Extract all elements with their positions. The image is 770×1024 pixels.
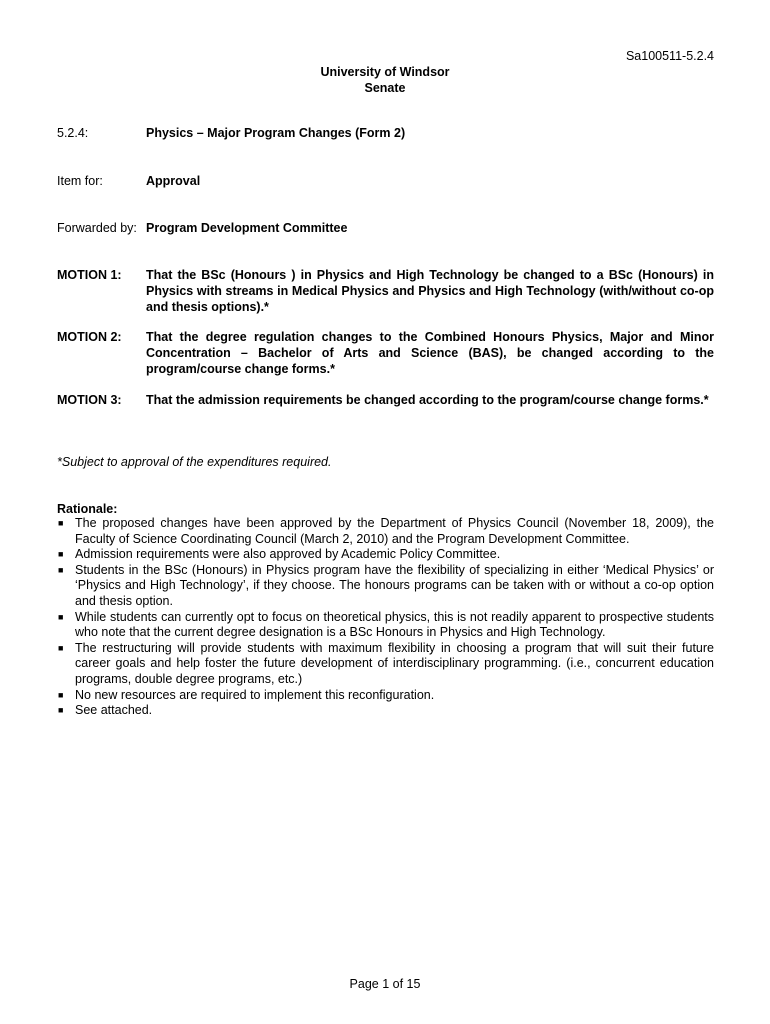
- expenditure-note: *Subject to approval of the expenditures required.: [57, 455, 332, 469]
- list-item: [57, 547, 714, 563]
- rationale-text: The proposed changes have been approved by the Department of Physics Council (November 18, 2009), the Faculty of Science Coordinating Council (March 2, 2010) and the Program Development Committee.: [75, 516, 714, 546]
- list-item: [57, 688, 714, 704]
- document-header: [0, 64, 770, 96]
- square-bullet-icon: ■: [58, 611, 64, 622]
- rationale-heading: Rationale:: [57, 502, 118, 516]
- item-for-label: Item for:: [57, 174, 103, 188]
- document-id: Sa100511-5.2.4: [625, 49, 714, 63]
- rationale-text: Admission requirements were also approved by Academic Policy Committee.: [75, 547, 501, 562]
- motion-label: MOTION 2:: [57, 330, 122, 344]
- motion-text: That the admission requirements be changed according to the program/course change forms.*: [146, 393, 709, 407]
- item-for-value: Approval: [146, 174, 201, 188]
- rationale-text: No new resources are required to implement this reconfiguration.: [75, 687, 435, 702]
- rationale-text: The restructuring will provide students with maximum flexibility in choosing a program that will suit their future career goals and help foster the future development of interdisciplinary programming. (i.e., concurrent education programs, double degree programs, etc.): [75, 640, 714, 686]
- item-title: Physics – Major Program Changes (Form 2): [146, 126, 406, 140]
- motion-2: [57, 329, 714, 377]
- list-item: [57, 610, 714, 641]
- motion-3: [57, 392, 714, 408]
- item-number-row: [57, 125, 714, 141]
- rationale-list: [57, 516, 714, 719]
- forwarded-by-row: [57, 220, 714, 236]
- rationale-text: While students can currently opt to focus on theoretical physics, this is not readily apparent to prospective students who note that the current degree designation is a BSc Honours in Physics and High Technology.: [75, 609, 714, 640]
- motion-text: That the degree regulation changes to the Combined Honours Physics, Major and Minor Concentration – Bachelor of Arts and Science (BAS), be changed according to the program/course change forms.*: [146, 330, 714, 376]
- square-bullet-icon: ■: [58, 689, 64, 700]
- motion-label: MOTION 1:: [57, 268, 122, 282]
- motion-1: [57, 267, 714, 315]
- page-number: Page 1 of 15: [349, 977, 421, 991]
- list-item: [57, 516, 714, 547]
- square-bullet-icon: ■: [58, 518, 64, 528]
- square-bullet-icon: ■: [58, 642, 64, 653]
- motion-text: That the BSc (Honours ) in Physics and High Technology be changed to a BSc (Honours) in Physics with streams in Medical Physics and Physics and High Technology (with/without co-op and thesis options).*: [146, 268, 714, 314]
- motion-label: MOTION 3:: [57, 393, 122, 407]
- rationale-text: Students in the BSc (Honours) in Physics program have the flexibility of specializing in either ‘Medical Physics’ or ‘Physics and High Technology’, if they choose. The honours programs can be taken with or without a co-op option and thesis option.: [75, 562, 714, 608]
- list-item: [57, 703, 714, 719]
- square-bullet-icon: ■: [58, 549, 64, 560]
- item-for-row: [57, 173, 714, 189]
- governing-body: Senate: [364, 81, 406, 95]
- rationale-text: See attached.: [75, 703, 153, 718]
- item-number-label: 5.2.4:: [57, 126, 89, 140]
- institution-name: University of Windsor: [320, 65, 450, 79]
- square-bullet-icon: ■: [58, 705, 64, 716]
- forwarded-by-label: Forwarded by:: [57, 221, 137, 235]
- square-bullet-icon: ■: [58, 564, 64, 575]
- forwarded-by-value: Program Development Committee: [146, 221, 348, 235]
- list-item: [57, 563, 714, 610]
- list-item: [57, 641, 714, 688]
